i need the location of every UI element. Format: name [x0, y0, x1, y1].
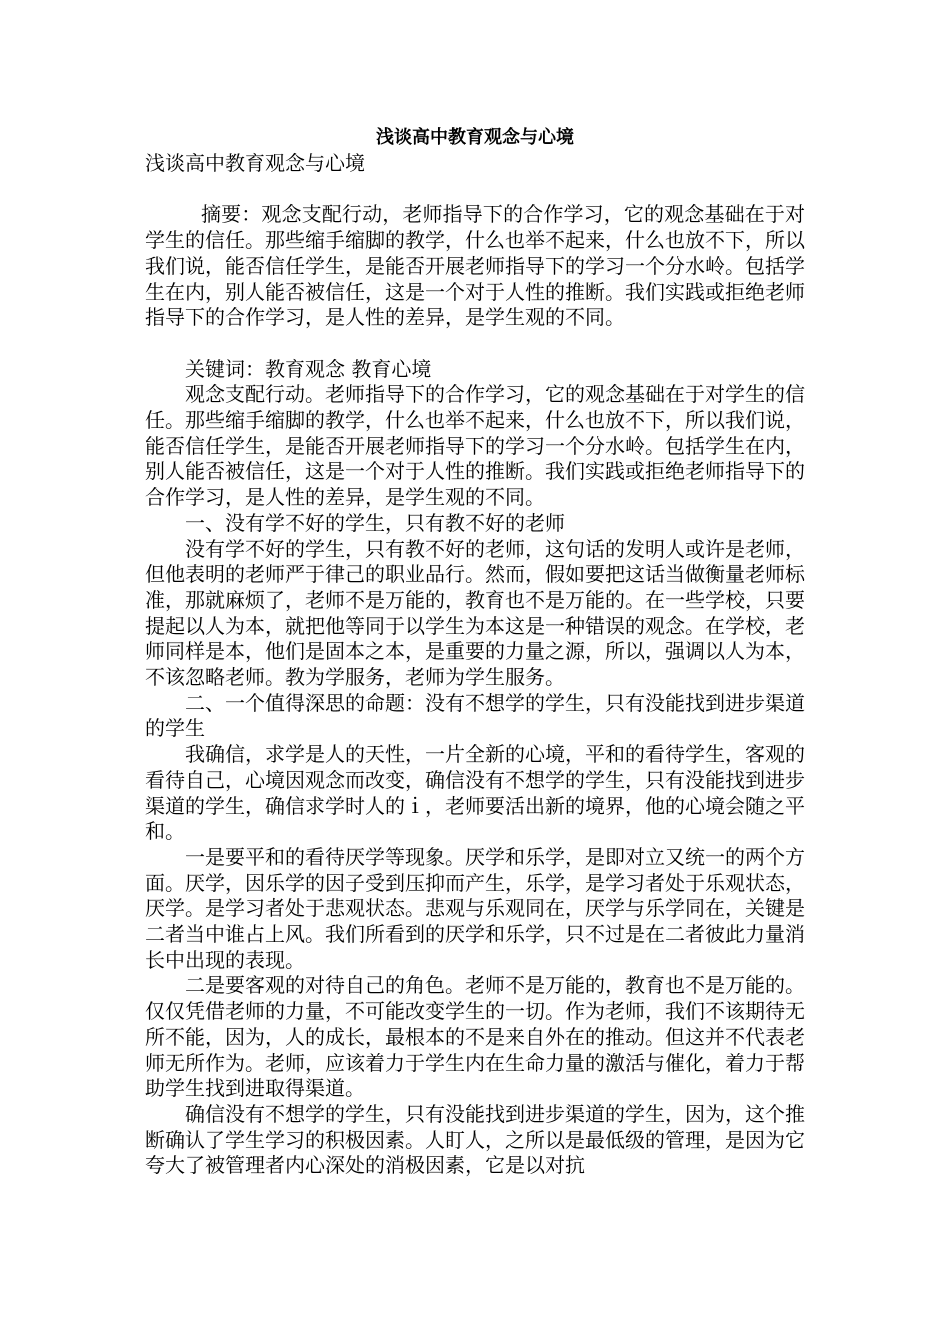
body-paragraph: 确信没有不想学的学生，只有没能找到进步渠道的学生，因为，这个推断确认了学生学习的积极因素。人盯人，之所以是最低级的管理，是因为它夸大了被管理者内心深处的消极因素，它是以对抗	[145, 1101, 805, 1178]
blank-line	[145, 331, 805, 357]
document-title: 浅谈高中教育观念与心境	[376, 127, 574, 148]
body-paragraph: 我确信，求学是人的天性，一片全新的心境，平和的看待学生，客观的看待自己，心境因观念而改变，确信没有不想学的学生，只有没能找到进步渠道的学生，确信求学时人的ｉ，老师要活出新的境界，他的心境会随之平和。	[145, 742, 805, 844]
section-heading: 一、没有学不好的学生，只有教不好的老师	[185, 510, 565, 535]
document-subtitle: 浅谈高中教育观念与心境	[145, 151, 365, 175]
document-body	[145, 151, 805, 1179]
blank-line	[145, 177, 805, 203]
body-paragraph: 二是要客观的对待自己的角色。老师不是万能的，教育也不是万能的。仅仅凭借老师的力量，不可能改变学生的一切。作为老师，我们不该期待无所不能，因为，人的成长，最根本的不是来自外在的推动。但这并不代表老师无所作为。老师，应该着力于学生内在生命力量的激活与催化，着力于帮助学生找到进取得渠道。	[145, 973, 805, 1101]
body-paragraph: 一是要平和的看待厌学等现象。厌学和乐学，是即对立又统一的两个方面。厌学，因乐学的因子受到压抑而产生，乐学，是学习者处于乐观状态，厌学。是学习者处于悲观状态。悲观与乐观同在，厌学与乐学同在，关键是二者当中谁占上风。我们所看到的厌学和乐学，只不过是在二者彼此力量消长中出现的表现。	[145, 844, 805, 972]
body-paragraph: 没有学不好的学生，只有教不好的老师，这句话的发明人或许是老师，但他表明的老师严于律己的职业品行。然而，假如要把这话当做衡量老师标准，那就麻烦了，老师不是万能的，教育也不是万能的。在一些学校，只要提起以人为本，就把他等同于以学生为本这是一种错误的观念。在学校，老师同样是本，他们是固本之本，是重要的力量之源，所以，强调以人为本，不该忽略老师。教为学服务，老师为学生服务。	[145, 536, 805, 690]
abstract-paragraph: 摘要：观念支配行动，老师指导下的合作学习，它的观念基础在于对学生的信任。那些缩手缩脚的教学，什么也举不起来，什么也放不下，所以我们说，能否信任学生，是能否开展老师指导下的学习一个分水岭。包括学生在内，别人能否被信任，这是一个对于人性的推断。我们实践或拒绝老师指导下的合作学习，是人性的差异，是学生观的不同。	[145, 202, 805, 330]
keywords-line: 关键词：教育观念 教育心境	[185, 356, 432, 381]
body-paragraph: 观念支配行动。老师指导下的合作学习，它的观念基础在于对学生的信任。那些缩手缩脚的教学，什么也举不起来，什么也放不下，所以我们说，能否信任学生，是能否开展老师指导下的学习一个分水岭。包括学生在内，别人能否被信任，这是一个对于人性的推断。我们实践或拒绝老师指导下的合作学习，是人性的差异，是学生观的不同。	[145, 382, 805, 510]
section-heading: 二、一个值得深思的命题：没有不想学的学生，只有没能找到进步渠道的学生	[145, 690, 805, 741]
